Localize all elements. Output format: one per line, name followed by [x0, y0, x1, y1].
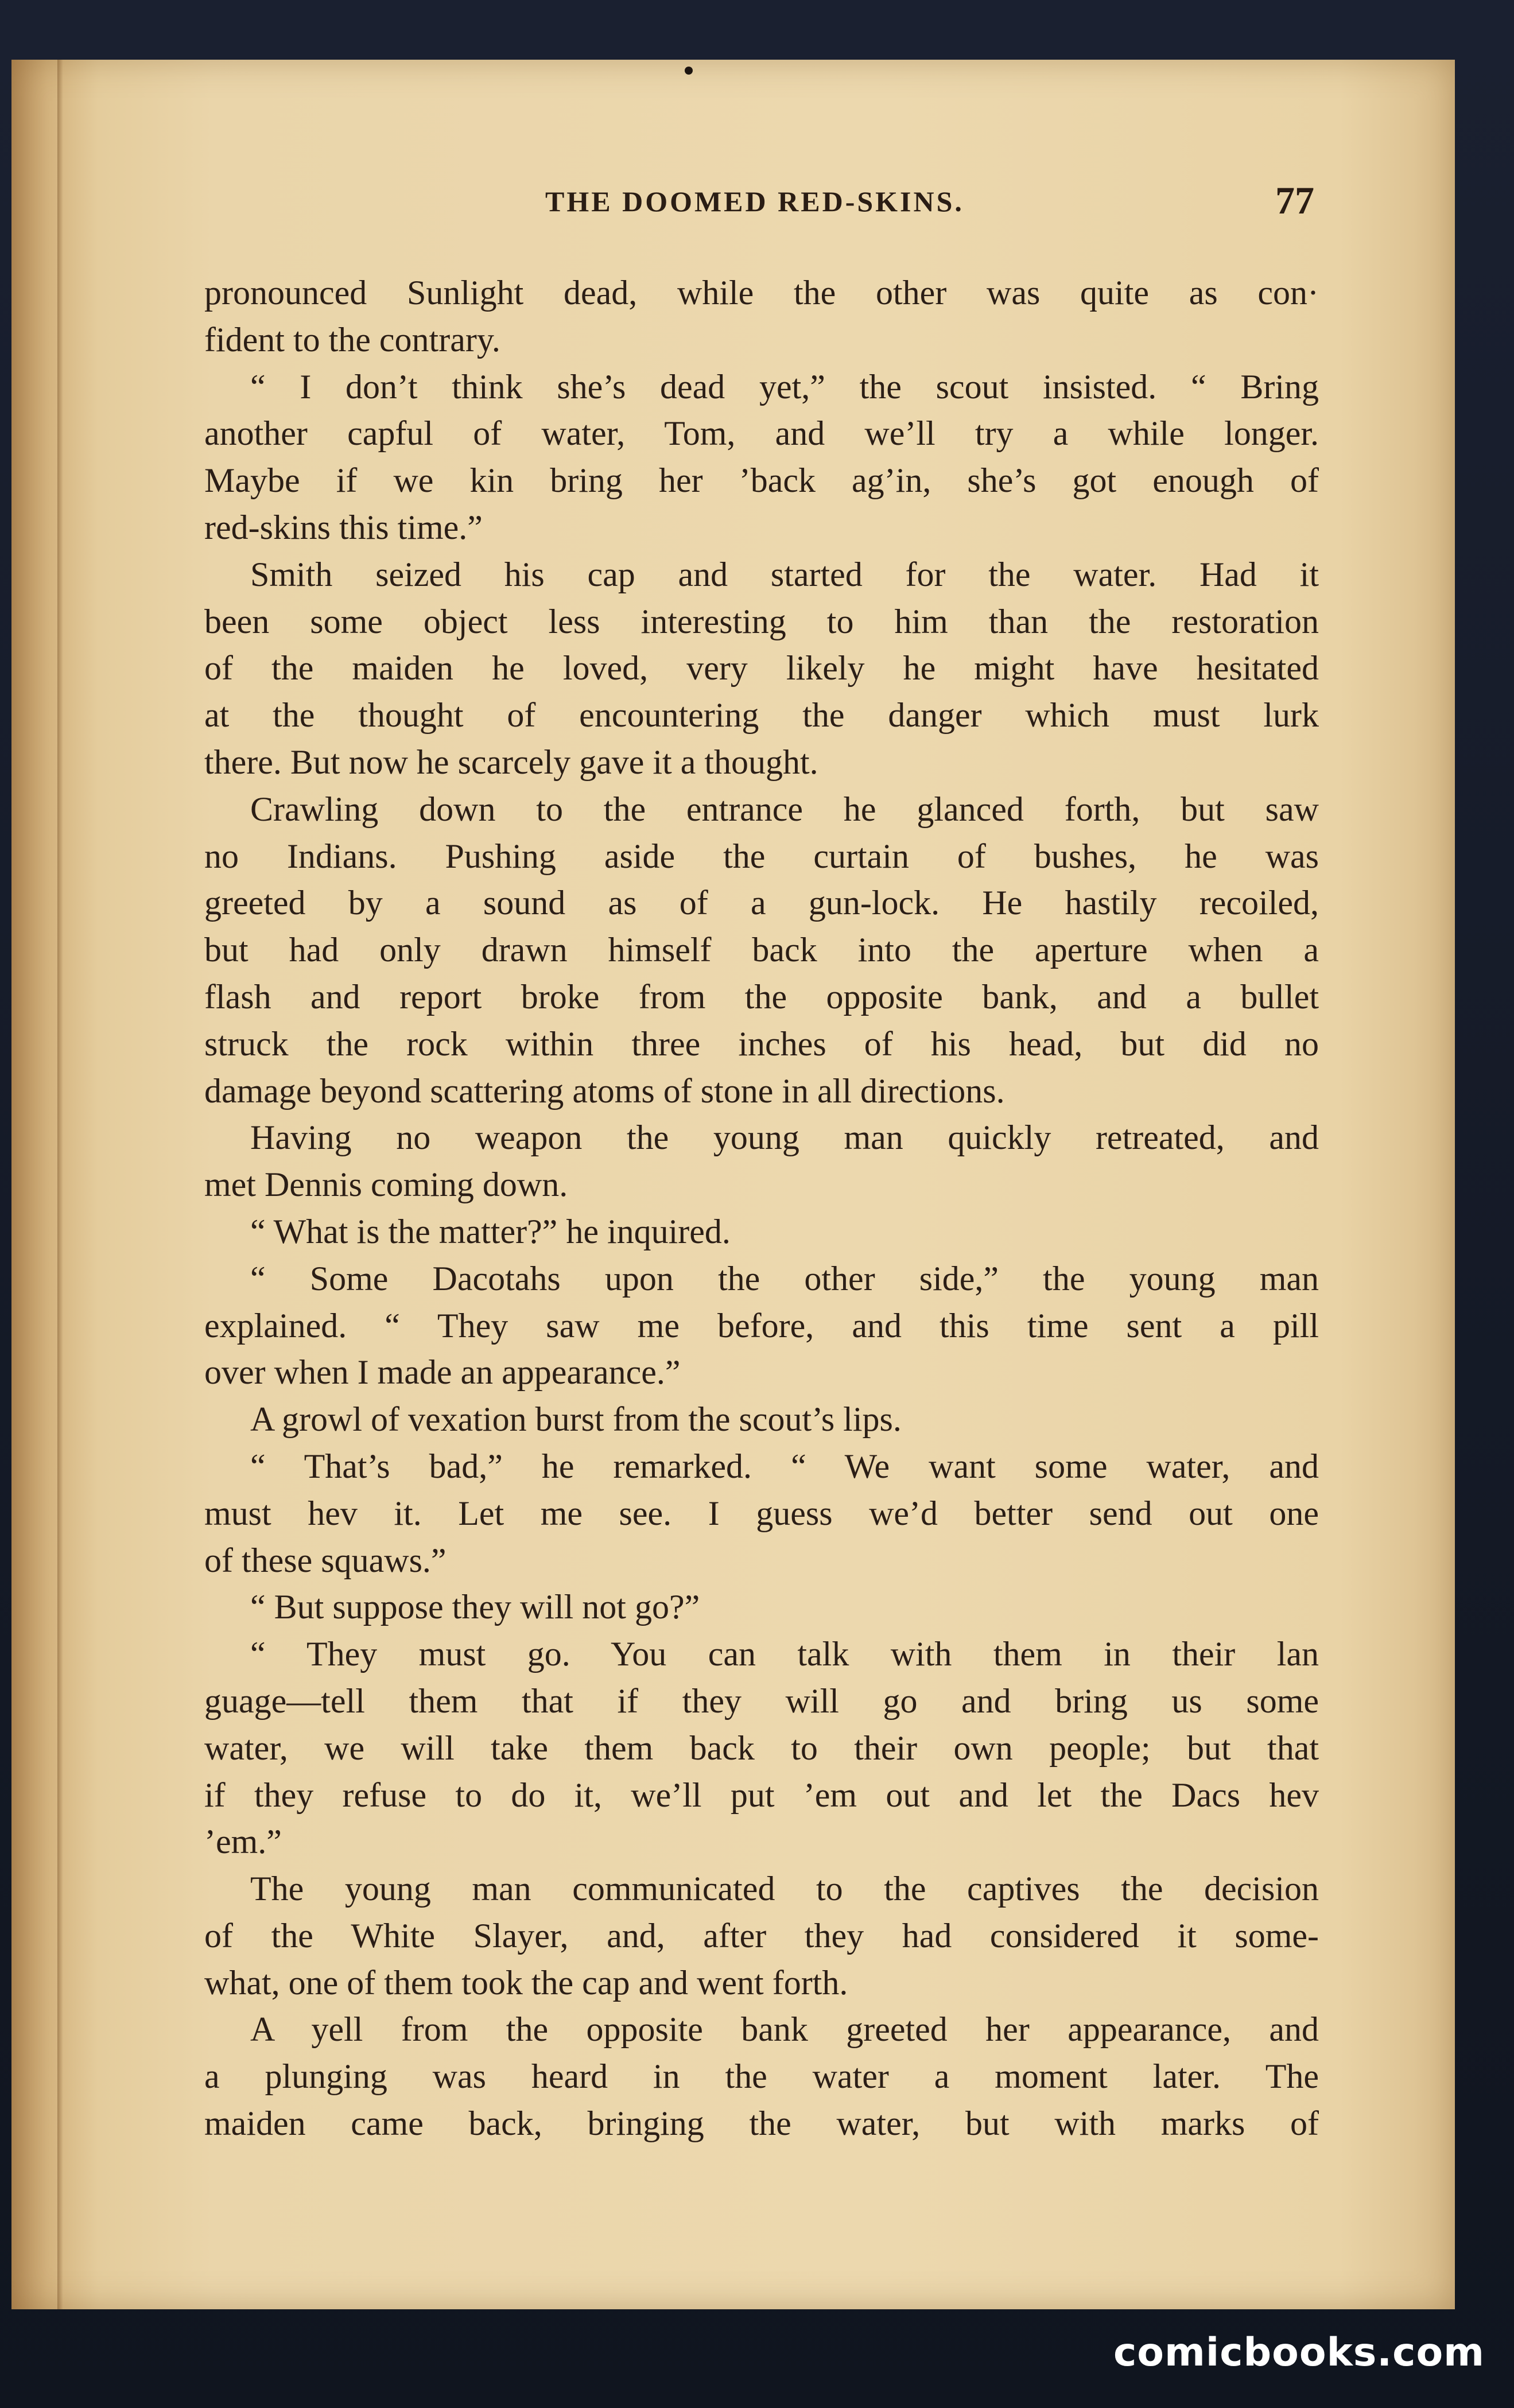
text-line: ’em.” [204, 1823, 282, 1861]
text-line: water, we will take them back to their own people; but that [204, 1729, 1319, 1767]
text-line: fident to the contrary. [204, 320, 500, 359]
text-line: must hev it. Let me see. I guess we’d better send out one [204, 1494, 1319, 1532]
text-line: “ What is the matter?” he inquired. [250, 1212, 731, 1250]
text-line: there. But now he scarcely gave it a thought. [204, 743, 818, 781]
text-line: struck the rock within three inches of his head, but did no [204, 1024, 1319, 1063]
text-line: maiden came back, bringing the water, but with marks of [204, 2104, 1319, 2143]
text-line: of the maiden he loved, very likely he might have hesitated [204, 649, 1319, 688]
text-line: Having no weapon the young man quickly retreated, and [250, 1118, 1319, 1157]
text-line: Maybe if we kin bring her ’back ag’in, she’s got enough of [204, 461, 1319, 500]
text-line: no Indians. Pushing aside the curtain of bushes, he was [204, 837, 1319, 875]
text-line: what, one of them took the cap and went forth. [204, 1963, 848, 2002]
text-line: A growl of vexation burst from the scout’s lips. [250, 1400, 902, 1439]
text-line: at the thought of encountering the danger which must lurk [204, 696, 1319, 735]
text-line: guage—tell them that if they will go and bring us some [204, 1681, 1319, 1720]
text-line: Crawling down to the entrance he glanced forth, but saw [250, 790, 1319, 828]
text-line: “ But suppose they will not go?” [250, 1588, 700, 1626]
text-line: The young man communicated to the captives the decision [250, 1870, 1319, 1908]
text-line: greeted by a sound as of a gun-lock. He hastily recoiled, [204, 884, 1319, 922]
text-line: over when I made an appearance.” [204, 1353, 681, 1392]
text-line: red-skins this time.” [204, 508, 483, 546]
text-line: if they refuse to do it, we’ll put ’em out and let the Dacs hev [204, 1776, 1319, 1814]
text-line: but had only drawn himself back into the aperture when a [204, 931, 1319, 969]
page-header [0, 178, 1514, 230]
text-line: “ They must go. You can talk with them in their lan [250, 1635, 1319, 1673]
running-title: THE DOOMED RED-SKINS. [545, 185, 964, 218]
text-line: explained. “ They saw me before, and this time sent a pill [204, 1306, 1319, 1345]
text-line: pronounced Sunlight dead, while the other was quite as con· [204, 274, 1319, 312]
text-line: flash and report broke from the opposite bank, and a bullet [204, 977, 1319, 1016]
text-line: a plunging was heard in the water a moment later. The [204, 2057, 1319, 2096]
printer-mark [685, 67, 693, 75]
page-gutter [57, 60, 63, 2309]
text-line: Smith seized his cap and started for the water. Had it [250, 555, 1319, 593]
text-line: been some object less interesting to him than the restoration [204, 602, 1319, 640]
text-line: of the White Slayer, and, after they had considered it some- [204, 1916, 1319, 1955]
text-line: “ I don’t think she’s dead yet,” the scout insisted. “ Bring [250, 367, 1319, 406]
watermark: comicbooks.com [1113, 2330, 1485, 2375]
body-text [204, 270, 1319, 2147]
text-line: another capful of water, Tom, and we’ll try a while longer. [204, 414, 1319, 453]
page-number: 77 [1275, 178, 1314, 222]
text-line: A yell from the opposite bank greeted her appearance, and [250, 2010, 1319, 2049]
text-line: “ That’s bad,” he remarked. “ We want some water, and [250, 1447, 1319, 1485]
text-line: met Dennis coming down. [204, 1166, 568, 1204]
text-line: of these squaws.” [204, 1541, 447, 1579]
text-line: “ Some Dacotahs upon the other side,” the young man [250, 1259, 1319, 1298]
text-line: damage beyond scattering atoms of stone in all directions. [204, 1071, 1005, 1110]
